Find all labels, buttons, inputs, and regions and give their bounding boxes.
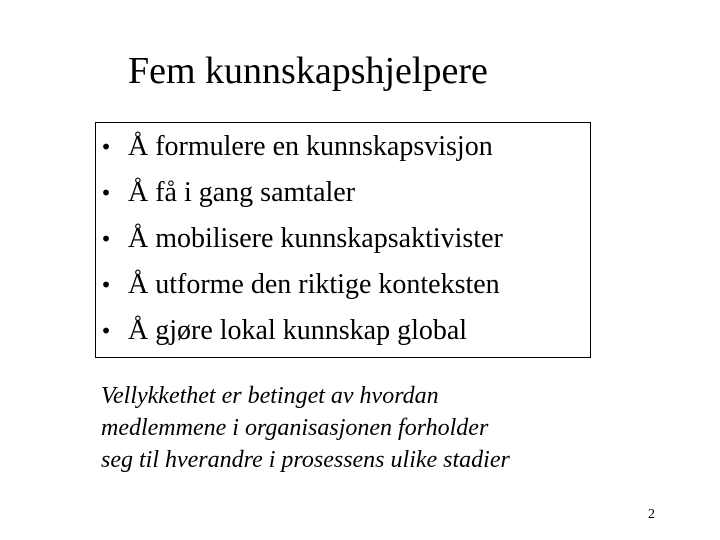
bullet-icon: • bbox=[100, 273, 112, 297]
bullet-text: Å formulere en kunnskapsvisjon bbox=[128, 131, 493, 162]
note-line: seg til hverandre i prosessens ulike stadier bbox=[101, 447, 510, 473]
bullet-text: Å mobilisere kunnskapsaktivister bbox=[128, 223, 503, 254]
note-line: Vellykkethet er betinget av hvordan bbox=[101, 383, 439, 409]
success-note bbox=[101, 380, 641, 476]
slide-title: Fem kunnskapshjelpere bbox=[128, 50, 488, 92]
page-number: 2 bbox=[648, 507, 655, 522]
bullet-text: Å få i gang samtaler bbox=[128, 177, 356, 208]
bullet-icon: • bbox=[100, 181, 112, 205]
note-line: medlemmene i organisasjonen forholder bbox=[101, 415, 489, 441]
bullet-icon: • bbox=[100, 227, 112, 251]
bullet-text: Å utforme den riktige konteksten bbox=[128, 269, 500, 300]
bullet-icon: • bbox=[100, 319, 112, 343]
bullet-icon: • bbox=[100, 135, 112, 159]
bullet-text: Å gjøre lokal kunnskap global bbox=[128, 315, 468, 346]
